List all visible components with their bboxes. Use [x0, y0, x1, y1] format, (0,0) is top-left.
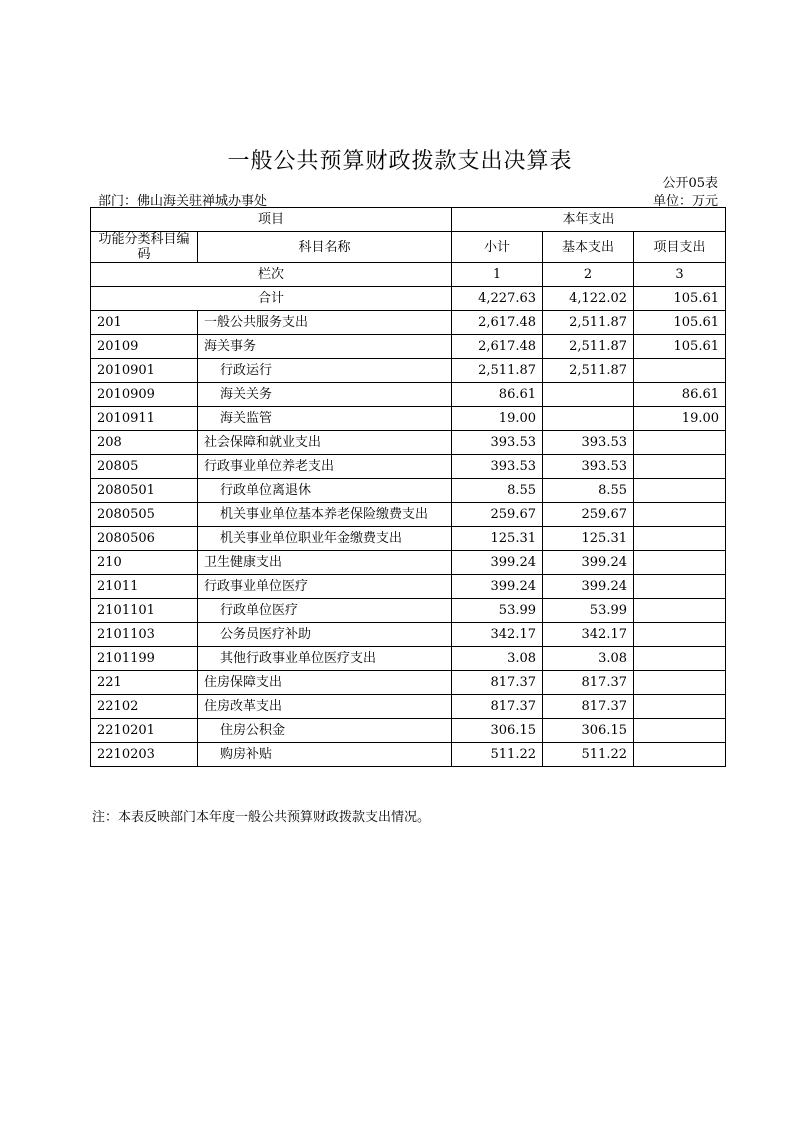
row-project: [634, 719, 726, 743]
row-code: 20805: [91, 455, 198, 479]
row-project: [634, 431, 726, 455]
row-code: 2210201: [91, 719, 198, 743]
row-subtotal: 2,511.87: [452, 359, 543, 383]
column-number-1: 1: [452, 263, 543, 287]
row-basic: 259.67: [543, 503, 634, 527]
row-code: 208: [91, 431, 198, 455]
row-project: [634, 479, 726, 503]
row-project: [634, 527, 726, 551]
row-code: 221: [91, 671, 198, 695]
row-code: 2080501: [91, 479, 198, 503]
row-subtotal: 817.37: [452, 695, 543, 719]
row-name: 行政事业单位医疗: [198, 575, 452, 599]
row-project: [634, 623, 726, 647]
row-name: 公务员医疗补助: [198, 623, 452, 647]
row-subtotal: 306.15: [452, 719, 543, 743]
row-name: 住房公积金: [198, 719, 452, 743]
row-code: 2101103: [91, 623, 198, 647]
row-name: 海关监管: [198, 407, 452, 431]
row-name: 卫生健康支出: [198, 551, 452, 575]
row-project: [634, 647, 726, 671]
table-row: [91, 551, 726, 575]
row-name: 海关关务: [198, 383, 452, 407]
row-code: 201: [91, 311, 198, 335]
table-row: [91, 431, 726, 455]
header-row-2: [91, 232, 726, 263]
row-name: 机关事业单位基本养老保险缴费支出: [198, 503, 452, 527]
total-row: [91, 287, 726, 311]
row-subtotal: 8.55: [452, 479, 543, 503]
row-subtotal: 817.37: [452, 671, 543, 695]
column-order-row: [91, 263, 726, 287]
page-title: 一般公共预算财政拨款支出决算表: [227, 149, 573, 174]
expenditure-table: [90, 207, 726, 767]
row-project: [634, 695, 726, 719]
row-name: 社会保障和就业支出: [198, 431, 452, 455]
row-basic: 2,511.87: [543, 335, 634, 359]
row-basic: [543, 383, 634, 407]
name-header: 科目名称: [198, 232, 452, 263]
row-project: [634, 551, 726, 575]
row-basic: 393.53: [543, 455, 634, 479]
row-code: 2080505: [91, 503, 198, 527]
row-subtotal: 3.08: [452, 647, 543, 671]
row-basic: 3.08: [543, 647, 634, 671]
table-row: [91, 407, 726, 431]
column-number-2: 2: [543, 263, 634, 287]
total-subtotal: 4,227.63: [452, 287, 543, 311]
table-row: [91, 671, 726, 695]
row-subtotal: 511.22: [452, 743, 543, 767]
row-basic: [543, 407, 634, 431]
row-project: [634, 455, 726, 479]
project-exp-header: 项目支出: [634, 232, 726, 263]
row-name: 行政单位医疗: [198, 599, 452, 623]
footnote: 注：本表反映部门本年度一般公共预算财政拨款支出情况。: [92, 810, 431, 825]
row-name: 住房保障支出: [198, 671, 452, 695]
row-project: [634, 503, 726, 527]
project-header: 项目: [91, 208, 452, 232]
row-subtotal: 2,617.48: [452, 335, 543, 359]
table-row: [91, 647, 726, 671]
row-basic: 8.55: [543, 479, 634, 503]
row-basic: 399.24: [543, 575, 634, 599]
current-year-header: 本年支出: [452, 208, 726, 232]
table-row: [91, 599, 726, 623]
row-name: 海关事务: [198, 335, 452, 359]
total-label: 合计: [91, 287, 452, 311]
table-row: [91, 359, 726, 383]
row-basic: 817.37: [543, 671, 634, 695]
row-name: 其他行政事业单位医疗支出: [198, 647, 452, 671]
unit-label: 单位：万元: [652, 194, 718, 209]
table-row: [91, 311, 726, 335]
row-basic: 53.99: [543, 599, 634, 623]
table-row: [91, 335, 726, 359]
row-project: [634, 359, 726, 383]
row-name: 住房改革支出: [198, 695, 452, 719]
basic-header: 基本支出: [543, 232, 634, 263]
subtotal-header: 小计: [452, 232, 543, 263]
row-subtotal: 2,617.48: [452, 311, 543, 335]
table-row: [91, 455, 726, 479]
table-row: [91, 575, 726, 599]
code-header: 功能分类科目编码: [91, 232, 198, 263]
row-basic: 393.53: [543, 431, 634, 455]
row-name: 一般公共服务支出: [198, 311, 452, 335]
row-basic: 2,511.87: [543, 311, 634, 335]
row-project: 19.00: [634, 407, 726, 431]
row-subtotal: 86.61: [452, 383, 543, 407]
row-code: 21011: [91, 575, 198, 599]
row-basic: 306.15: [543, 719, 634, 743]
row-code: 2010911: [91, 407, 198, 431]
table-row: [91, 527, 726, 551]
row-code: 22102: [91, 695, 198, 719]
row-subtotal: 259.67: [452, 503, 543, 527]
row-name: 机关事业单位职业年金缴费支出: [198, 527, 452, 551]
row-code: 2101199: [91, 647, 198, 671]
row-basic: 342.17: [543, 623, 634, 647]
row-project: 105.61: [634, 335, 726, 359]
row-basic: 2,511.87: [543, 359, 634, 383]
row-subtotal: 125.31: [452, 527, 543, 551]
row-code: 2210203: [91, 743, 198, 767]
row-subtotal: 399.24: [452, 551, 543, 575]
row-subtotal: 342.17: [452, 623, 543, 647]
row-name: 行政单位离退休: [198, 479, 452, 503]
row-code: 2010909: [91, 383, 198, 407]
row-project: 86.61: [634, 383, 726, 407]
table-row: [91, 719, 726, 743]
row-name: 行政运行: [198, 359, 452, 383]
table-row: [91, 503, 726, 527]
total-project: 105.61: [634, 287, 726, 311]
column-order-label: 栏次: [91, 263, 452, 287]
form-number: 公开05表: [662, 176, 718, 191]
row-project: [634, 671, 726, 695]
row-basic: 399.24: [543, 551, 634, 575]
table-row: [91, 479, 726, 503]
row-project: [634, 743, 726, 767]
table-row: [91, 695, 726, 719]
row-subtotal: 399.24: [452, 575, 543, 599]
row-code: 20109: [91, 335, 198, 359]
table-row: [91, 623, 726, 647]
row-subtotal: 53.99: [452, 599, 543, 623]
row-name: 行政事业单位养老支出: [198, 455, 452, 479]
row-project: [634, 575, 726, 599]
row-basic: 511.22: [543, 743, 634, 767]
row-subtotal: 393.53: [452, 455, 543, 479]
row-basic: 817.37: [543, 695, 634, 719]
row-project: [634, 599, 726, 623]
row-code: 2010901: [91, 359, 198, 383]
department-label: 部门：佛山海关驻禅城办事处: [98, 194, 268, 209]
row-name: 购房补贴: [198, 743, 452, 767]
header-row-1: [91, 208, 726, 232]
row-code: 2080506: [91, 527, 198, 551]
row-basic: 125.31: [543, 527, 634, 551]
row-subtotal: 19.00: [452, 407, 543, 431]
row-project: 105.61: [634, 311, 726, 335]
row-code: 210: [91, 551, 198, 575]
total-basic: 4,122.02: [543, 287, 634, 311]
table-row: [91, 743, 726, 767]
row-subtotal: 393.53: [452, 431, 543, 455]
column-number-3: 3: [634, 263, 726, 287]
row-code: 2101101: [91, 599, 198, 623]
table-row: [91, 383, 726, 407]
